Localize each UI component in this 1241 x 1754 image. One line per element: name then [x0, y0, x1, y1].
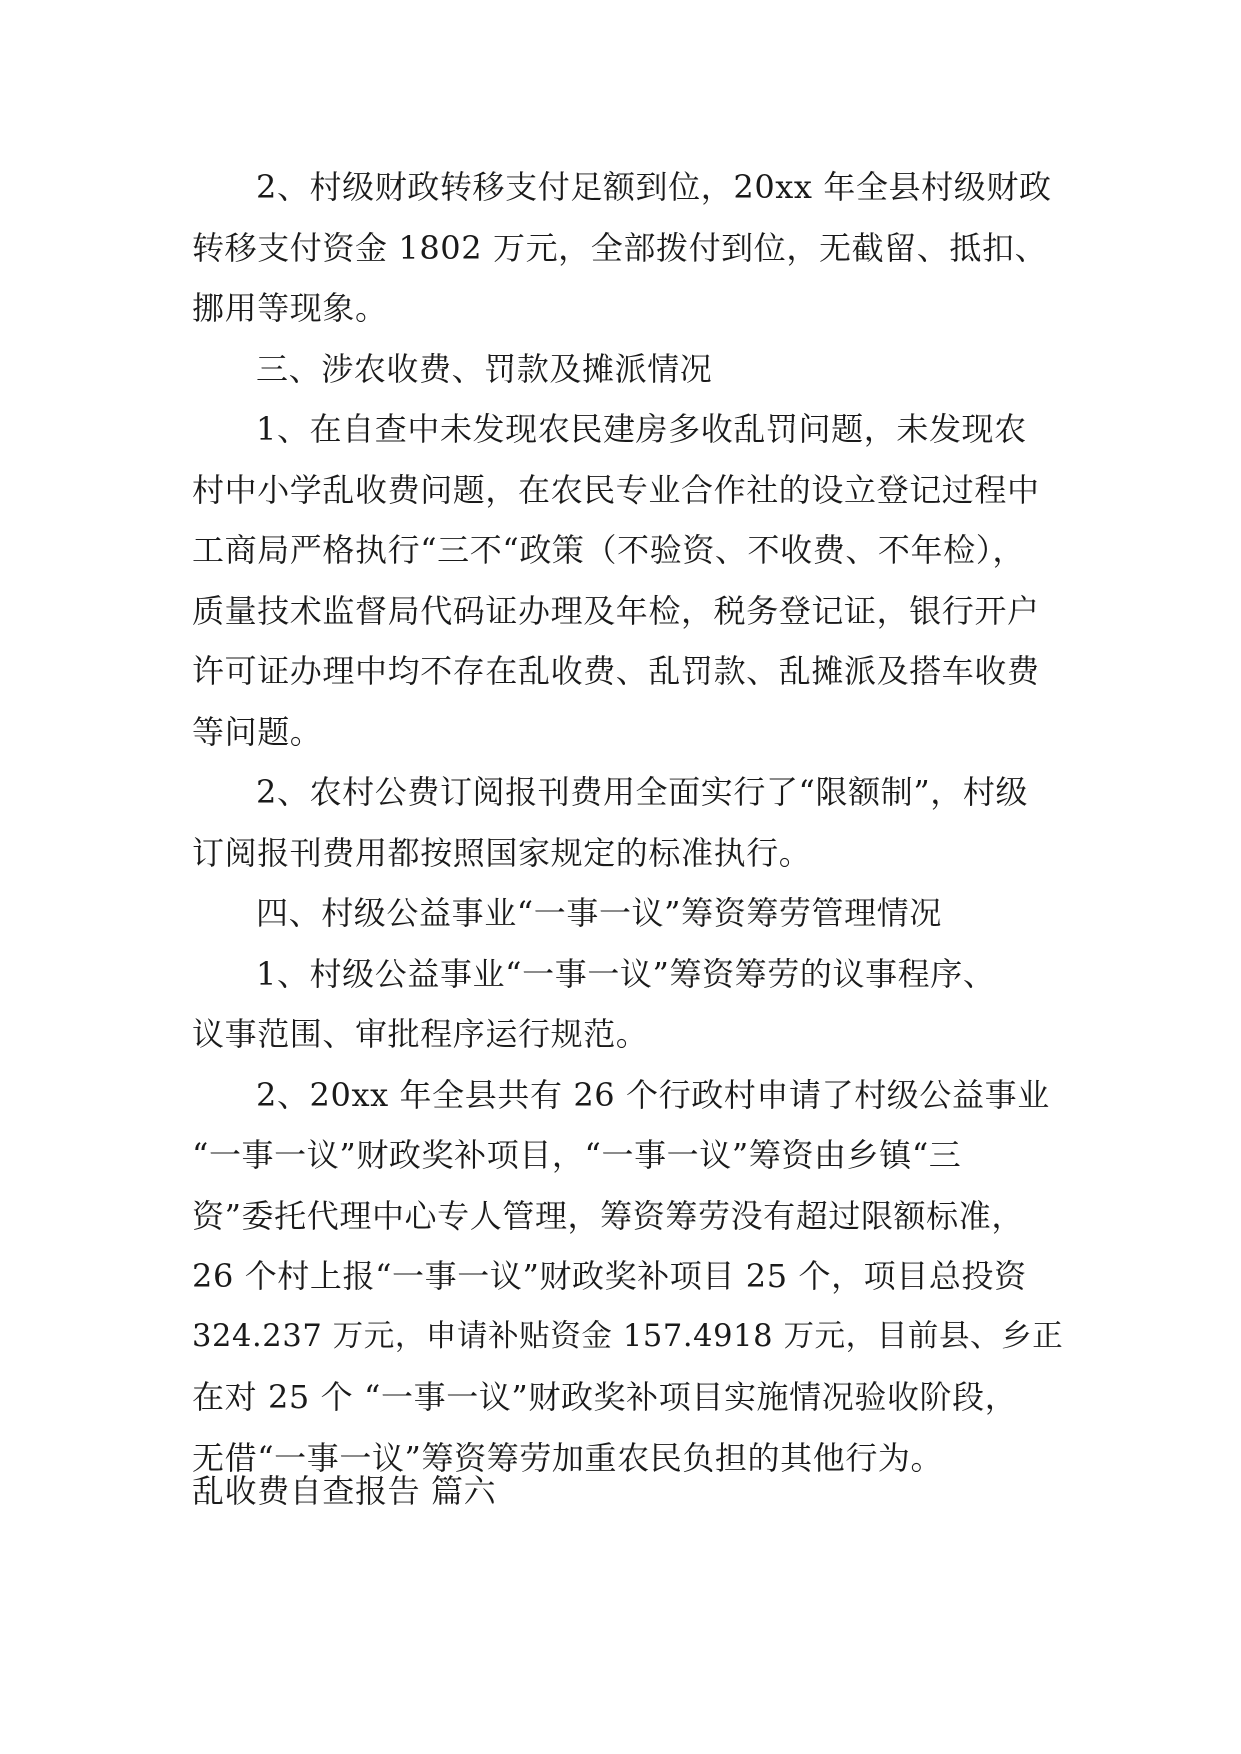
text-line: 1、在自查中未发现农民建房多收乱罚问题，未发现农 [256, 410, 1027, 448]
document-body [192, 157, 1072, 1488]
text-line: 许可证办理中均不存在乱收费、乱罚款、乱摊派及搭车收费 [192, 652, 1040, 690]
text-line: 转移支付资金 1802 万元，全部拨付到位，无截留、抵扣、 [192, 228, 1048, 267]
text-line: 324.237 万元，申请补贴资金 157.4918 万元，目前县、乡正 [192, 1318, 1064, 1354]
text-line: 在对 25 个 “一事一议”财政奖补项目实施情况验收阶段， [192, 1378, 1018, 1416]
text-line: 2、20xx 年全县共有 26 个行政村申请了村级公益事业 [256, 1075, 1050, 1114]
text-line: 质量技术监督局代码证办理及年检，税务登记证，银行开户 [192, 591, 1040, 630]
section-heading-four: 四、村级公益事业“一事一议”筹资筹劳管理情况 [256, 894, 942, 932]
section-heading-three: 三、涉农收费、罚款及摊派情况 [256, 349, 713, 388]
text-line: 26 个村上报“一事一议”财政奖补项目 25 个，项目总投资 [192, 1257, 1027, 1295]
text-line: 资”委托代理中心专人管理，筹资筹劳没有超过限额标准， [192, 1196, 1024, 1235]
text-line: 2、村级财政转移支付足额到位，20xx 年全县村级财政 [256, 168, 1052, 206]
text-line: 2、农村公费订阅报刊费用全面实行了“限额制”，村级 [256, 773, 1029, 811]
text-line: 工商局严格执行“三不“政策（不验资、不收费、不年检）， [192, 531, 1025, 569]
text-line: 村中小学乱收费问题，在农民专业合作社的设立登记过程中 [192, 470, 1040, 509]
text-line: 等问题。 [192, 712, 323, 751]
text-line: 挪用等现象。 [192, 289, 388, 327]
section-title-part-six: 乱收费自查报告 篇六 [192, 1472, 497, 1510]
text-line: “一事一议”财政奖补项目，“一事一议”筹资由乡镇“三 [192, 1136, 962, 1174]
text-line: 无借“一事一议”筹资筹劳加重农民负担的其他行为。 [192, 1438, 944, 1477]
text-line: 议事范围、审批程序运行规范。 [192, 1015, 649, 1053]
text-line: 订阅报刊费用都按照国家规定的标准执行。 [192, 833, 812, 872]
text-line: 1、村级公益事业“一事一议”筹资筹劳的议事程序、 [256, 954, 996, 993]
